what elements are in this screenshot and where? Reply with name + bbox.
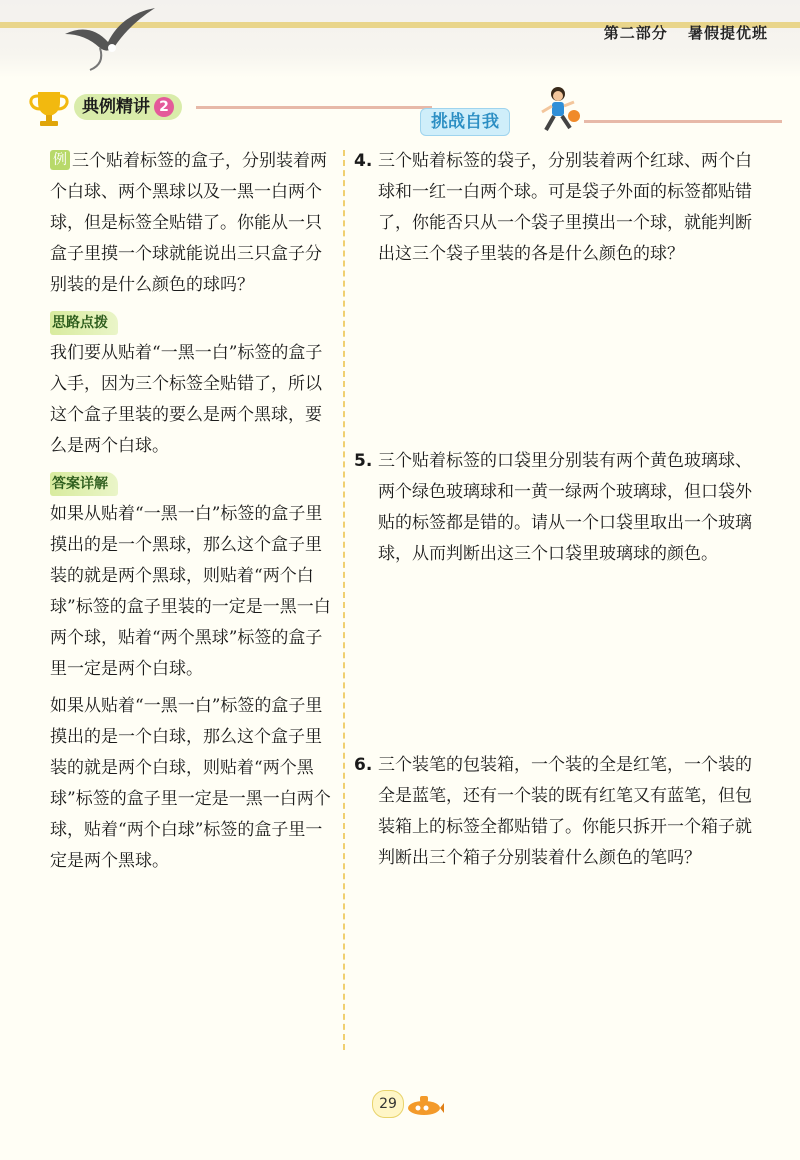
running-header: [590, 22, 768, 43]
trophy-icon: [28, 88, 70, 128]
header-series: 暑假提优班: [687, 24, 768, 42]
seagull-icon: [60, 4, 160, 74]
column-divider: [343, 150, 345, 1050]
challenge-section-heading: [420, 84, 780, 132]
example-section-heading: [28, 88, 328, 128]
page-number: 29: [372, 1090, 404, 1118]
problem-text: 三个贴着标签的袋子，分别装着两个红球、两个白球和一红一白两个球。可是袋子外面的标签都贴错了，你能否只从一个袋子里摸出一个球，就能判断出这三个袋子里装的各是什么颜色的球？: [378, 151, 752, 264]
hint-text: 我们要从贴着“一黑一白”标签的盒子入手，因为三个标签全贴错了，所以这个盒子里装的要么是两个黑球，要么是两个白球。: [50, 343, 323, 456]
answer-paragraph-2: 如果从贴着“一黑一白”标签的盒子里摸出的是一个白球，那么这个盒子里装的就是两个白球，则贴着“两个黑球”标签的盒子里一定是一黑一白两个球，贴着“两个白球”标签的盒子里一定是两个黑球。: [50, 696, 331, 871]
problem-text: 三个贴着标签的口袋里分别装有两个黄色玻璃球、两个绿色玻璃球和一黄一绿两个玻璃球，但口袋外贴的标签都是错的。请从一个口袋里取出一个玻璃球，从而判断出这三个口袋里玻璃球的颜色。: [378, 451, 752, 564]
challenge-title: 挑战自我: [420, 108, 510, 136]
problem-number: 6.: [354, 755, 373, 775]
example-column: [50, 146, 332, 877]
header-part: 第二部分: [603, 24, 668, 42]
problem-number: 4.: [354, 151, 373, 171]
example-title-text: 典例精讲: [82, 97, 150, 117]
problem-4: [352, 146, 752, 270]
example-title: [74, 94, 182, 120]
heading-rule: [584, 120, 782, 123]
problem-number: 5.: [354, 451, 373, 471]
submarine-icon: [404, 1094, 444, 1116]
problem-5: [352, 446, 752, 570]
hint-heading: 思路点拨: [50, 311, 118, 335]
answer-heading: 答案详解: [50, 472, 118, 496]
running-boy-icon: [528, 84, 584, 140]
answer-paragraph-1: 如果从贴着“一黑一白”标签的盒子里摸出的是一个黑球，那么这个盒子里装的就是两个黑球，则贴着“两个白球”标签的盒子里装的一定是一黑一白两个球，贴着“两个黑球”标签的盒子里一定是两个白球。: [50, 504, 331, 679]
example-badge: 例: [50, 150, 70, 170]
example-question-text: 三个贴着标签的盒子，分别装着两个白球、两个黑球以及一黑一白两个球，但是标签全贴错了。你能从一只盒子里摸一个球就能说出三只盒子分别装的是什么颜色的球吗？: [50, 151, 327, 295]
problem-text: 三个装笔的包装箱，一个装的全是红笔，一个装的全是蓝笔，还有一个装的既有红笔又有蓝笔，但包装箱上的标签全都贴错了。你能只拆开一个箱子就判断出三个箱子分别装着什么颜色的笔吗？: [378, 755, 752, 868]
example-question: [50, 146, 332, 301]
problem-6: [352, 750, 752, 874]
example-number: 2: [154, 97, 174, 117]
heading-rule: [196, 106, 432, 109]
